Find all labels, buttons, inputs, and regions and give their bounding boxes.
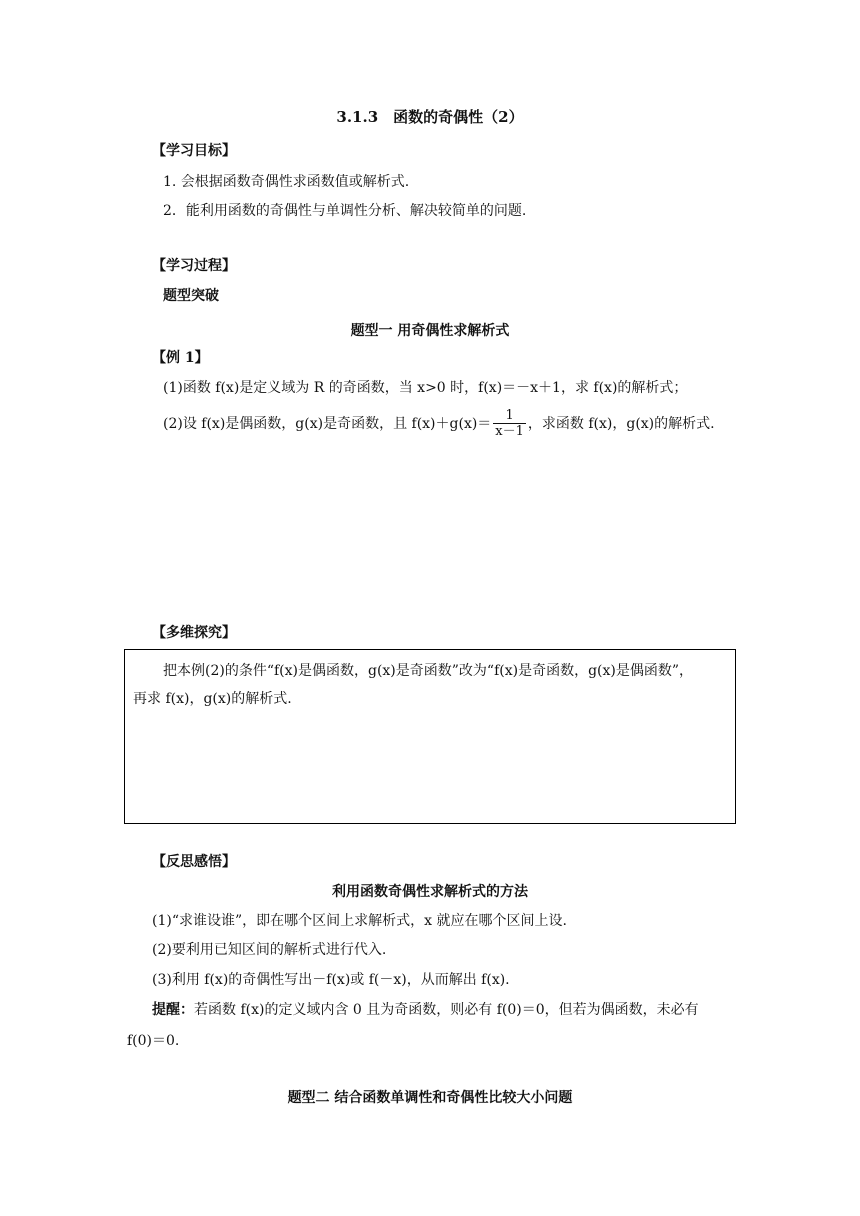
goals-header: 【学习目标】	[152, 143, 236, 159]
type2-title: 题型二 结合函数单调性和奇偶性比较大小问题	[287, 1090, 573, 1106]
reflect-tip-line-1	[152, 999, 699, 1019]
fraction	[493, 408, 526, 439]
tip-label: 提醒：	[152, 1002, 194, 1018]
reflect-item-2: (2)要利用已知区间的解析式进行代入.	[152, 942, 387, 958]
tip-text: 若函数 f(x)的定义域内含 0 且为奇函数，则必有 f(0)＝0，但若为偶函数，未必有	[194, 1002, 699, 1018]
page-title: 3.1.3 函数的奇偶性（2）	[336, 108, 524, 126]
explore-line-1: 把本例(2)的条件“f(x)是偶函数，g(x)是奇函数”改为“f(x)是奇函数，g(x)是偶函数”，	[163, 663, 694, 679]
fraction-denominator: x－1	[495, 423, 524, 439]
goal-item-1: 1. 会根据函数奇偶性求函数值或解析式.	[163, 174, 410, 190]
process-subheader: 题型突破	[163, 288, 219, 304]
question-2-end: ，求函数 f(x)，g(x)的解析式.	[527, 416, 715, 432]
reflect-title: 利用函数奇偶性求解析式的方法	[332, 884, 528, 900]
process-header: 【学习过程】	[152, 258, 236, 274]
example-question-1: (1)函数 f(x)是定义域为 R 的奇函数，当 x>0 时，f(x)＝－x＋1，求 f(x)的解析式；	[163, 380, 688, 396]
explore-box	[124, 649, 736, 824]
fraction-numerator: 1	[493, 408, 526, 424]
example-label: 【例 1】	[152, 350, 209, 366]
reflect-item-1: (1)“求谁设谁”，即在哪个区间上求解析式，x 就应在哪个区间上设.	[152, 913, 567, 929]
goal-item-2: 2．能利用函数的奇偶性与单调性分析、解决较简单的问题.	[163, 203, 527, 219]
explore-line-2: 再求 f(x)，g(x)的解析式.	[133, 691, 292, 707]
reflect-tip-line-2: f(0)＝0.	[127, 1033, 180, 1049]
type1-title: 题型一 用奇偶性求解析式	[350, 323, 510, 339]
question-2-start: (2)设 f(x)是偶函数，g(x)是奇函数，且 f(x)＋g(x)＝	[163, 416, 492, 432]
reflect-item-3: (3)利用 f(x)的奇偶性写出－f(x)或 f(－x)，从而解出 f(x).	[152, 972, 510, 988]
example-question-2	[163, 404, 715, 444]
reflect-header: 【反思感悟】	[152, 854, 236, 870]
explore-header: 【多维探究】	[152, 625, 236, 641]
